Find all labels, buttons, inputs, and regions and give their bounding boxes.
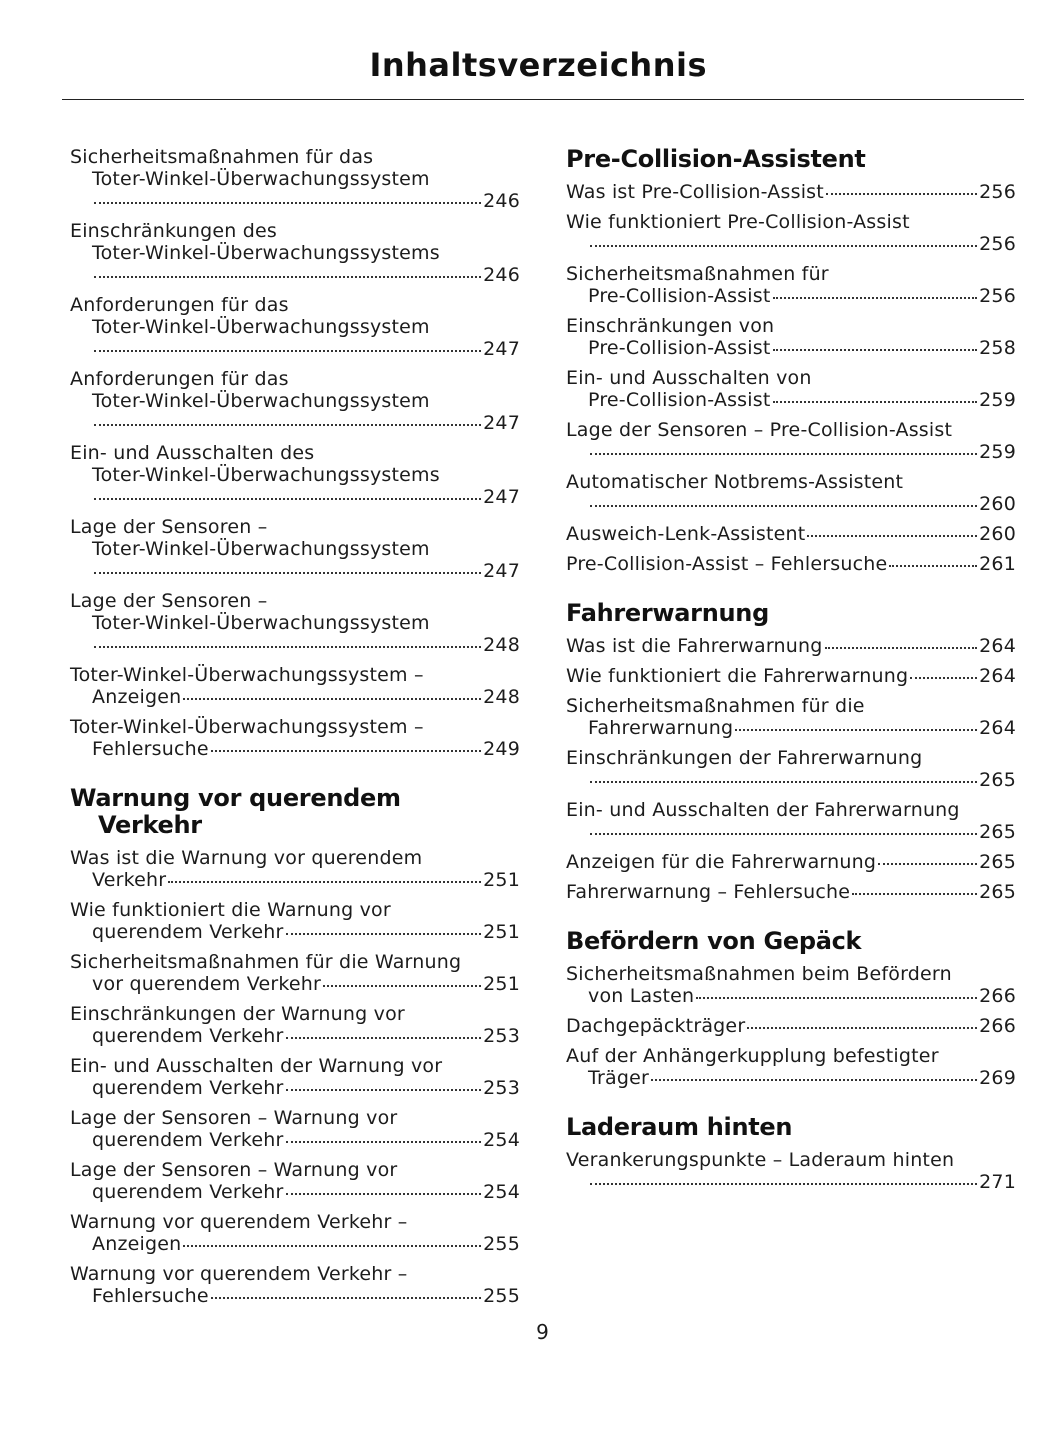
toc-entry-row bbox=[566, 881, 1016, 903]
toc-entry-text: Lage der Sensoren – Warnung vor bbox=[70, 1159, 398, 1181]
toc-entry-text: Fahrerwarnung – Fehlersuche bbox=[566, 881, 851, 903]
toc-entry[interactable] bbox=[70, 442, 520, 508]
toc-entry-leader-row bbox=[566, 389, 1016, 411]
toc-entry-leader-row bbox=[566, 285, 1016, 307]
toc-entry[interactable] bbox=[70, 1211, 520, 1255]
toc-entry-text: Einschränkungen von bbox=[566, 315, 775, 337]
toc-page-number: 248 bbox=[483, 686, 520, 708]
toc-page-number: 247 bbox=[483, 338, 520, 360]
toc-page-number: 260 bbox=[979, 523, 1016, 545]
toc-entry-row bbox=[566, 635, 1016, 657]
toc-entry-leader-row bbox=[566, 233, 1016, 255]
toc-entry-leader-row bbox=[70, 973, 520, 995]
toc-page-number: 248 bbox=[483, 634, 520, 656]
dot-leader bbox=[183, 698, 481, 700]
toc-entry-row bbox=[566, 851, 1016, 873]
dot-leader bbox=[286, 1037, 482, 1039]
toc-page-number: 254 bbox=[483, 1129, 520, 1151]
toc-page-number: 265 bbox=[979, 769, 1016, 791]
section-heading-text-continued: Verkehr bbox=[98, 811, 202, 839]
toc-page-number: 246 bbox=[483, 264, 520, 286]
dot-leader bbox=[94, 646, 481, 648]
toc-entry[interactable] bbox=[566, 665, 1016, 687]
toc-page-number: 259 bbox=[979, 441, 1016, 463]
toc-entry[interactable] bbox=[566, 263, 1016, 307]
toc-entry-text: Automatischer Notbrems-Assistent bbox=[566, 471, 904, 493]
toc-entry[interactable] bbox=[566, 747, 1016, 791]
toc-page-number: 247 bbox=[483, 560, 520, 582]
toc-entry[interactable] bbox=[70, 590, 520, 656]
toc-entry[interactable] bbox=[566, 635, 1016, 657]
page-number: 9 bbox=[536, 1320, 549, 1344]
dot-leader bbox=[286, 1193, 482, 1195]
toc-entry-text: Warnung vor querendem Verkehr – bbox=[70, 1263, 408, 1285]
toc-entry-text: Was ist Pre-Collision-Assist bbox=[566, 181, 824, 203]
toc-entry[interactable] bbox=[70, 1003, 520, 1047]
toc-entry[interactable] bbox=[70, 516, 520, 582]
toc-page-number: 265 bbox=[979, 851, 1016, 873]
toc-entry-text-continued: Toter-Winkel-Überwachungssystem bbox=[92, 538, 430, 560]
toc-page-number: 256 bbox=[979, 285, 1016, 307]
toc-entry-text-continued: querendem Verkehr bbox=[92, 1181, 284, 1203]
section-heading-text: Pre-Collision-Assistent bbox=[566, 145, 866, 173]
dot-leader bbox=[323, 985, 481, 987]
toc-entry-text-continued: Verkehr bbox=[92, 869, 167, 891]
section-heading-text: Befördern von Gepäck bbox=[566, 927, 862, 955]
toc-entry-text-continued: Fehlersuche bbox=[92, 1285, 209, 1307]
toc-page-number: 256 bbox=[979, 233, 1016, 255]
toc-page-number: 254 bbox=[483, 1181, 520, 1203]
toc-page-number: 255 bbox=[483, 1285, 520, 1307]
section-heading bbox=[70, 785, 520, 839]
toc-entry[interactable] bbox=[70, 716, 520, 760]
toc-entry-text-continued: Anzeigen bbox=[92, 686, 182, 708]
toc-entry[interactable] bbox=[70, 1107, 520, 1151]
toc-page-number: 271 bbox=[979, 1171, 1016, 1193]
toc-page-number: 264 bbox=[979, 635, 1016, 657]
toc-entry-leader-row bbox=[70, 869, 520, 891]
dot-leader bbox=[286, 1141, 482, 1143]
dot-leader bbox=[94, 202, 481, 204]
toc-page-number: 260 bbox=[979, 493, 1016, 515]
section-heading-text: Fahrerwarnung bbox=[566, 599, 769, 627]
toc-entry-row bbox=[566, 553, 1016, 575]
toc-entry-text: Anzeigen für die Fahrerwarnung bbox=[566, 851, 877, 873]
toc-entry-leader-row bbox=[70, 264, 520, 286]
toc-page-number: 255 bbox=[483, 1233, 520, 1255]
toc-entry-leader-row bbox=[70, 738, 520, 760]
dot-leader bbox=[94, 498, 481, 500]
toc-entry-text-continued: Pre-Collision-Assist bbox=[588, 337, 771, 359]
toc-entry-text-continued: vor querendem Verkehr bbox=[92, 973, 322, 995]
toc-entry[interactable] bbox=[566, 1149, 1016, 1193]
toc-page-number: 246 bbox=[483, 190, 520, 212]
toc-page-number: 258 bbox=[979, 337, 1016, 359]
toc-page-number: 256 bbox=[979, 181, 1016, 203]
toc-page-number: 251 bbox=[483, 973, 520, 995]
dot-leader bbox=[773, 401, 978, 403]
toc-entry[interactable] bbox=[70, 847, 520, 891]
toc-page-number: 253 bbox=[483, 1077, 520, 1099]
toc-entry-leader-row bbox=[566, 337, 1016, 359]
toc-entry-text: Lage der Sensoren – bbox=[70, 516, 268, 538]
toc-entry-text: Auf der Anhängerkupplung befestigter bbox=[566, 1045, 939, 1067]
toc-entry-leader-row bbox=[566, 441, 1016, 463]
toc-entry[interactable] bbox=[566, 1045, 1016, 1089]
toc-entry-leader-row bbox=[566, 493, 1016, 515]
toc-entry[interactable] bbox=[70, 220, 520, 286]
toc-entry-text-continued: Pre-Collision-Assist bbox=[588, 285, 771, 307]
toc-entry-text: Was ist die Warnung vor querendem bbox=[70, 847, 423, 869]
dot-leader bbox=[747, 1027, 977, 1029]
toc-entry-text-continued: querendem Verkehr bbox=[92, 1025, 284, 1047]
toc-entry-text: Einschränkungen der Warnung vor bbox=[70, 1003, 405, 1025]
toc-page-number: 247 bbox=[483, 412, 520, 434]
dot-leader bbox=[211, 1297, 481, 1299]
dot-leader bbox=[651, 1079, 977, 1081]
dot-leader bbox=[696, 997, 977, 999]
section-heading bbox=[566, 146, 1016, 173]
toc-entry-leader-row bbox=[70, 1025, 520, 1047]
toc-entry-text: Anforderungen für das bbox=[70, 294, 289, 316]
dot-leader bbox=[735, 729, 977, 731]
toc-entry-leader-row bbox=[70, 560, 520, 582]
toc-entry-leader-row bbox=[70, 338, 520, 360]
dot-leader bbox=[590, 781, 977, 783]
toc-entry[interactable] bbox=[70, 1159, 520, 1203]
dot-leader bbox=[878, 863, 977, 865]
dot-leader bbox=[773, 349, 978, 351]
toc-page-number: 265 bbox=[979, 881, 1016, 903]
toc-page-number: 264 bbox=[979, 665, 1016, 687]
toc-entry-leader-row bbox=[70, 686, 520, 708]
toc-entry-text: Toter-Winkel-Überwachungssystem – bbox=[70, 664, 424, 686]
toc-entry-text: Sicherheitsmaßnahmen für die Warnung bbox=[70, 951, 462, 973]
dot-leader bbox=[889, 565, 977, 567]
toc-entry[interactable] bbox=[566, 523, 1016, 545]
toc-entry-row bbox=[566, 1015, 1016, 1037]
toc-entry[interactable] bbox=[566, 315, 1016, 359]
dot-leader bbox=[168, 881, 481, 883]
toc-entry[interactable] bbox=[566, 963, 1016, 1007]
toc-entry[interactable] bbox=[70, 899, 520, 943]
toc-entry-text: Wie funktioniert Pre-Collision-Assist bbox=[566, 211, 910, 233]
dot-leader bbox=[590, 1183, 977, 1185]
toc-entry[interactable] bbox=[70, 294, 520, 360]
toc-entry-text: Lage der Sensoren – Pre-Collision-Assist bbox=[566, 419, 953, 441]
toc-entry[interactable] bbox=[566, 799, 1016, 843]
toc-section bbox=[566, 600, 1016, 903]
toc-entry-text-continued: querendem Verkehr bbox=[92, 1077, 284, 1099]
toc-page-number: 266 bbox=[979, 985, 1016, 1007]
dot-leader bbox=[590, 245, 977, 247]
toc-page-number: 251 bbox=[483, 869, 520, 891]
toc-entry[interactable] bbox=[566, 471, 1016, 515]
toc-entry[interactable] bbox=[70, 1055, 520, 1099]
toc-section bbox=[566, 146, 1016, 575]
toc-entry-text-continued: Fehlersuche bbox=[92, 738, 209, 760]
toc-entry-text: Einschränkungen des bbox=[70, 220, 277, 242]
toc-entry-leader-row bbox=[70, 1233, 520, 1255]
toc-entry[interactable] bbox=[70, 951, 520, 995]
toc-entry[interactable] bbox=[566, 695, 1016, 739]
toc-entry-text-continued: Toter-Winkel-Überwachungssystem bbox=[92, 612, 430, 634]
toc-entry-row bbox=[566, 181, 1016, 203]
toc-entry-leader-row bbox=[566, 769, 1016, 791]
dot-leader bbox=[94, 350, 481, 352]
toc-entry-text-continued: querendem Verkehr bbox=[92, 1129, 284, 1151]
toc-entry[interactable] bbox=[566, 851, 1016, 873]
section-heading-text: Warnung vor querendem bbox=[70, 784, 401, 812]
dot-leader bbox=[590, 833, 977, 835]
toc-entry-text: Ein- und Ausschalten der Fahrerwarnung bbox=[566, 799, 960, 821]
toc-section bbox=[70, 146, 520, 760]
dot-leader bbox=[590, 505, 977, 507]
toc-entry-text-continued: Toter-Winkel-Überwachungssystem bbox=[92, 168, 430, 190]
toc-entry-row bbox=[566, 523, 1016, 545]
right-column bbox=[566, 146, 1016, 1218]
dot-leader bbox=[286, 933, 482, 935]
toc-page-number: 253 bbox=[483, 1025, 520, 1047]
toc-entry-text: Dachgepäckträger bbox=[566, 1015, 746, 1037]
toc-page-number: 251 bbox=[483, 921, 520, 943]
toc-entry-text-continued: Fahrerwarnung bbox=[588, 717, 734, 739]
toc-entry[interactable] bbox=[566, 367, 1016, 411]
toc-entry-text: Sicherheitsmaßnahmen für bbox=[566, 263, 829, 285]
dot-leader bbox=[94, 276, 481, 278]
toc-entry[interactable] bbox=[566, 211, 1016, 255]
section-heading bbox=[566, 600, 1016, 627]
dot-leader bbox=[183, 1245, 481, 1247]
toc-entry-leader-row bbox=[566, 985, 1016, 1007]
toc-entry[interactable] bbox=[566, 553, 1016, 575]
toc-entry-text: Was ist die Fahrerwarnung bbox=[566, 635, 823, 657]
toc-entry[interactable] bbox=[70, 146, 520, 212]
toc-entry-text: Sicherheitsmaßnahmen für das bbox=[70, 146, 374, 168]
section-heading bbox=[566, 1114, 1016, 1141]
toc-entry-text: Toter-Winkel-Überwachungssystem – bbox=[70, 716, 424, 738]
toc-entry-text: Ein- und Ausschalten von bbox=[566, 367, 812, 389]
dot-leader bbox=[773, 297, 978, 299]
toc-entry-text: Lage der Sensoren – Warnung vor bbox=[70, 1107, 398, 1129]
dot-leader bbox=[94, 572, 481, 574]
toc-page-number: 265 bbox=[979, 821, 1016, 843]
toc-entry-leader-row bbox=[566, 1067, 1016, 1089]
toc-entry[interactable] bbox=[70, 664, 520, 708]
toc-page-number: 266 bbox=[979, 1015, 1016, 1037]
toc-entry-row bbox=[566, 665, 1016, 687]
toc-entry-text-continued: von Lasten bbox=[588, 985, 695, 1007]
toc-section bbox=[566, 1114, 1016, 1193]
toc-entry[interactable] bbox=[566, 181, 1016, 203]
toc-entry-text: Ein- und Ausschalten der Warnung vor bbox=[70, 1055, 443, 1077]
toc-entry-leader-row bbox=[70, 1181, 520, 1203]
toc-entry-text: Anforderungen für das bbox=[70, 368, 289, 390]
toc-entry[interactable] bbox=[70, 368, 520, 434]
toc-section bbox=[566, 928, 1016, 1089]
toc-entry-text: Sicherheitsmaßnahmen für die bbox=[566, 695, 865, 717]
toc-entry-text: Lage der Sensoren – bbox=[70, 590, 268, 612]
toc-entry-text: Wie funktioniert die Fahrerwarnung bbox=[566, 665, 909, 687]
toc-entry-text-continued: Toter-Winkel-Überwachungssystem bbox=[92, 390, 430, 412]
dot-leader bbox=[94, 424, 481, 426]
toc-entry-leader-row bbox=[70, 412, 520, 434]
toc-entry-text-continued: Pre-Collision-Assist bbox=[588, 389, 771, 411]
toc-entry-text: Wie funktioniert die Warnung vor bbox=[70, 899, 391, 921]
dot-leader bbox=[910, 677, 977, 679]
toc-entry-text: Ein- und Ausschalten des bbox=[70, 442, 315, 464]
toc-page-number: 261 bbox=[979, 553, 1016, 575]
toc-entry[interactable] bbox=[566, 881, 1016, 903]
toc-entry-text: Ausweich-Lenk-Assistent bbox=[566, 523, 806, 545]
dot-leader bbox=[590, 453, 977, 455]
toc-entry-leader-row bbox=[70, 634, 520, 656]
toc-page-number: 264 bbox=[979, 717, 1016, 739]
toc-entry-text: Verankerungspunkte – Laderaum hinten bbox=[566, 1149, 955, 1171]
toc-entry-leader-row bbox=[70, 190, 520, 212]
toc-entry-leader-row bbox=[70, 1129, 520, 1151]
toc-entry-text-continued: Träger bbox=[588, 1067, 650, 1089]
dot-leader bbox=[286, 1089, 482, 1091]
toc-entry-text-continued: Toter-Winkel-Überwachungssystems bbox=[92, 242, 440, 264]
toc-entry-leader-row bbox=[70, 1077, 520, 1099]
left-column bbox=[70, 146, 520, 1332]
toc-page-number: 247 bbox=[483, 486, 520, 508]
dot-leader bbox=[807, 535, 977, 537]
toc-page-number: 249 bbox=[483, 738, 520, 760]
dot-leader bbox=[825, 647, 978, 649]
toc-entry-text: Pre-Collision-Assist – Fehlersuche bbox=[566, 553, 888, 575]
dot-leader bbox=[826, 193, 977, 195]
toc-entry-leader-row bbox=[566, 717, 1016, 739]
toc-entry-text: Sicherheitsmaßnahmen beim Befördern bbox=[566, 963, 952, 985]
toc-entry-leader-row bbox=[70, 1285, 520, 1307]
dot-leader bbox=[852, 893, 977, 895]
toc-entry[interactable] bbox=[70, 1263, 520, 1307]
toc-entry[interactable] bbox=[566, 419, 1016, 463]
toc-entry-text-continued: Toter-Winkel-Überwachungssystems bbox=[92, 464, 440, 486]
toc-entry-text: Warnung vor querendem Verkehr – bbox=[70, 1211, 408, 1233]
section-heading bbox=[566, 928, 1016, 955]
section-heading-text: Laderaum hinten bbox=[566, 1113, 793, 1141]
page-title: Inhaltsverzeichnis bbox=[369, 46, 707, 84]
dot-leader bbox=[211, 750, 481, 752]
toc-entry-leader-row bbox=[70, 921, 520, 943]
toc-entry-leader-row bbox=[566, 821, 1016, 843]
toc-section bbox=[70, 785, 520, 1307]
toc-entry-text: Einschränkungen der Fahrerwarnung bbox=[566, 747, 923, 769]
toc-entry[interactable] bbox=[566, 1015, 1016, 1037]
toc-entry-leader-row bbox=[70, 486, 520, 508]
toc-entry-leader-row bbox=[566, 1171, 1016, 1193]
toc-entry-text-continued: Anzeigen bbox=[92, 1233, 182, 1255]
title-divider bbox=[62, 99, 1024, 100]
toc-entry-text-continued: querendem Verkehr bbox=[92, 921, 284, 943]
toc-entry-text-continued: Toter-Winkel-Überwachungssystem bbox=[92, 316, 430, 338]
toc-page-number: 269 bbox=[979, 1067, 1016, 1089]
toc-page-number: 259 bbox=[979, 389, 1016, 411]
